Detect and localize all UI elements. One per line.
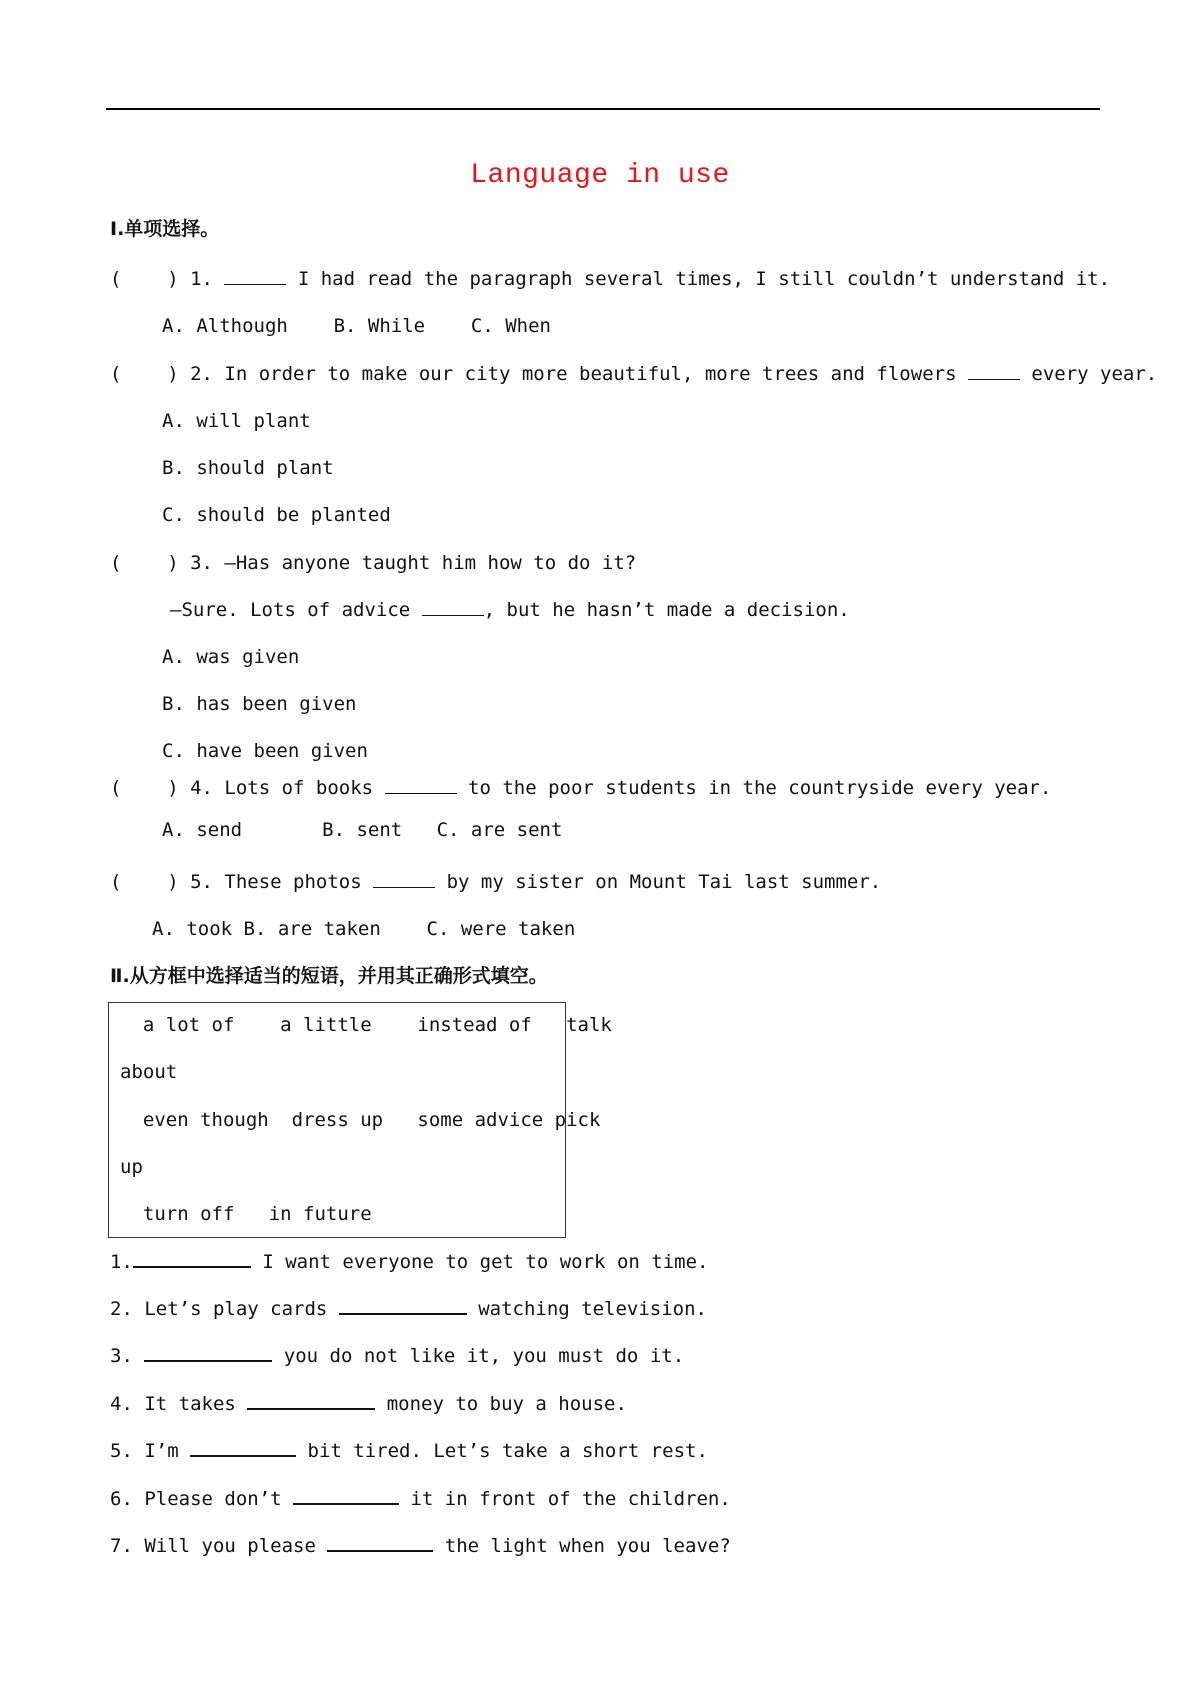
fill-item-7: 7. Will you please the light when you leave?	[110, 1535, 731, 1557]
option-c[interactable]: C. When	[470, 315, 551, 337]
fill-item-2: 2. Let’s play cards watching television.	[110, 1298, 707, 1320]
answer-blank[interactable]	[339, 1312, 467, 1315]
option-c[interactable]: C. should be planted	[162, 504, 391, 526]
section-1-heading: Ⅰ.单项选择。	[110, 218, 220, 240]
option-c[interactable]: C. were taken	[426, 918, 576, 940]
fill-item-1: 1. I want everyone to get to work on time.	[110, 1251, 709, 1273]
option-b[interactable]: B. sent	[322, 819, 403, 841]
option-b[interactable]: B. has been given	[162, 693, 357, 715]
question-3-reply: —Sure. Lots of advice , but he hasn’t made a decision.	[170, 599, 850, 621]
answer-blank[interactable]	[293, 1502, 399, 1505]
option-a[interactable]: A. send	[162, 819, 243, 841]
phrase-box-line: turn off in future	[120, 1203, 372, 1225]
question-5: ( ) 5. These photos by my sister on Mount Tai last summer.	[110, 871, 882, 893]
fill-item-3: 3. you do not like it, you must do it.	[110, 1345, 685, 1367]
answer-paren: ( )	[110, 871, 179, 893]
fill-item-5: 5. I’m bit tired. Let’s take a short rest.	[110, 1440, 708, 1462]
question-2: ( ) 2. In order to make our city more beautiful, more trees and flowers every year.	[110, 363, 1158, 385]
question-5-options	[152, 920, 575, 939]
answer-blank[interactable]	[327, 1549, 433, 1552]
answer-blank[interactable]	[968, 378, 1020, 380]
answer-paren: ( )	[110, 363, 179, 385]
answer-paren: ( )	[110, 552, 179, 574]
option-c[interactable]: C. are sent	[436, 819, 563, 841]
answer-blank[interactable]	[224, 283, 286, 285]
option-a[interactable]: A. Although	[162, 315, 288, 337]
section-2-heading: Ⅱ.从方框中选择适当的短语，并用其正确形式填空。	[110, 965, 548, 987]
question-3: ( ) 3. —Has anyone taught him how to do it?	[110, 552, 637, 574]
answer-paren: ( )	[110, 777, 179, 799]
answer-blank[interactable]	[373, 886, 435, 888]
answer-paren: ( )	[110, 268, 179, 290]
option-c[interactable]: C. have been given	[162, 740, 368, 762]
option-a[interactable]: A. was given	[162, 646, 300, 668]
question-1-options	[162, 317, 551, 336]
phrase-box-line: even though dress up some advice pick	[120, 1109, 601, 1131]
option-b[interactable]: B. should plant	[162, 457, 334, 479]
option-b[interactable]: B. While	[333, 315, 426, 337]
phrase-box-line: up	[120, 1156, 143, 1178]
question-4-options	[162, 821, 562, 840]
phrase-box-line: a lot of a little instead of talk	[120, 1014, 612, 1036]
option-a[interactable]: A. will plant	[162, 410, 311, 432]
answer-blank[interactable]	[133, 1265, 251, 1268]
header-rule	[106, 108, 1100, 110]
page-title: Language in use	[470, 160, 730, 191]
answer-blank[interactable]	[190, 1454, 296, 1457]
answer-blank[interactable]	[422, 614, 484, 616]
question-1: ( ) 1. I had read the paragraph several times, I still couldn’t understand it.	[110, 268, 1111, 290]
question-4: ( ) 4. Lots of books to the poor students in the countryside every year.	[110, 777, 1052, 799]
fill-item-4: 4. It takes money to buy a house.	[110, 1393, 627, 1415]
phrase-box-line: about	[120, 1061, 178, 1083]
answer-blank[interactable]	[144, 1359, 272, 1362]
answer-blank[interactable]	[247, 1407, 375, 1410]
option-ab[interactable]: A. took B. are taken	[152, 918, 381, 940]
fill-item-6: 6. Please don’t it in front of the children.	[110, 1488, 731, 1510]
answer-blank[interactable]	[385, 792, 457, 794]
